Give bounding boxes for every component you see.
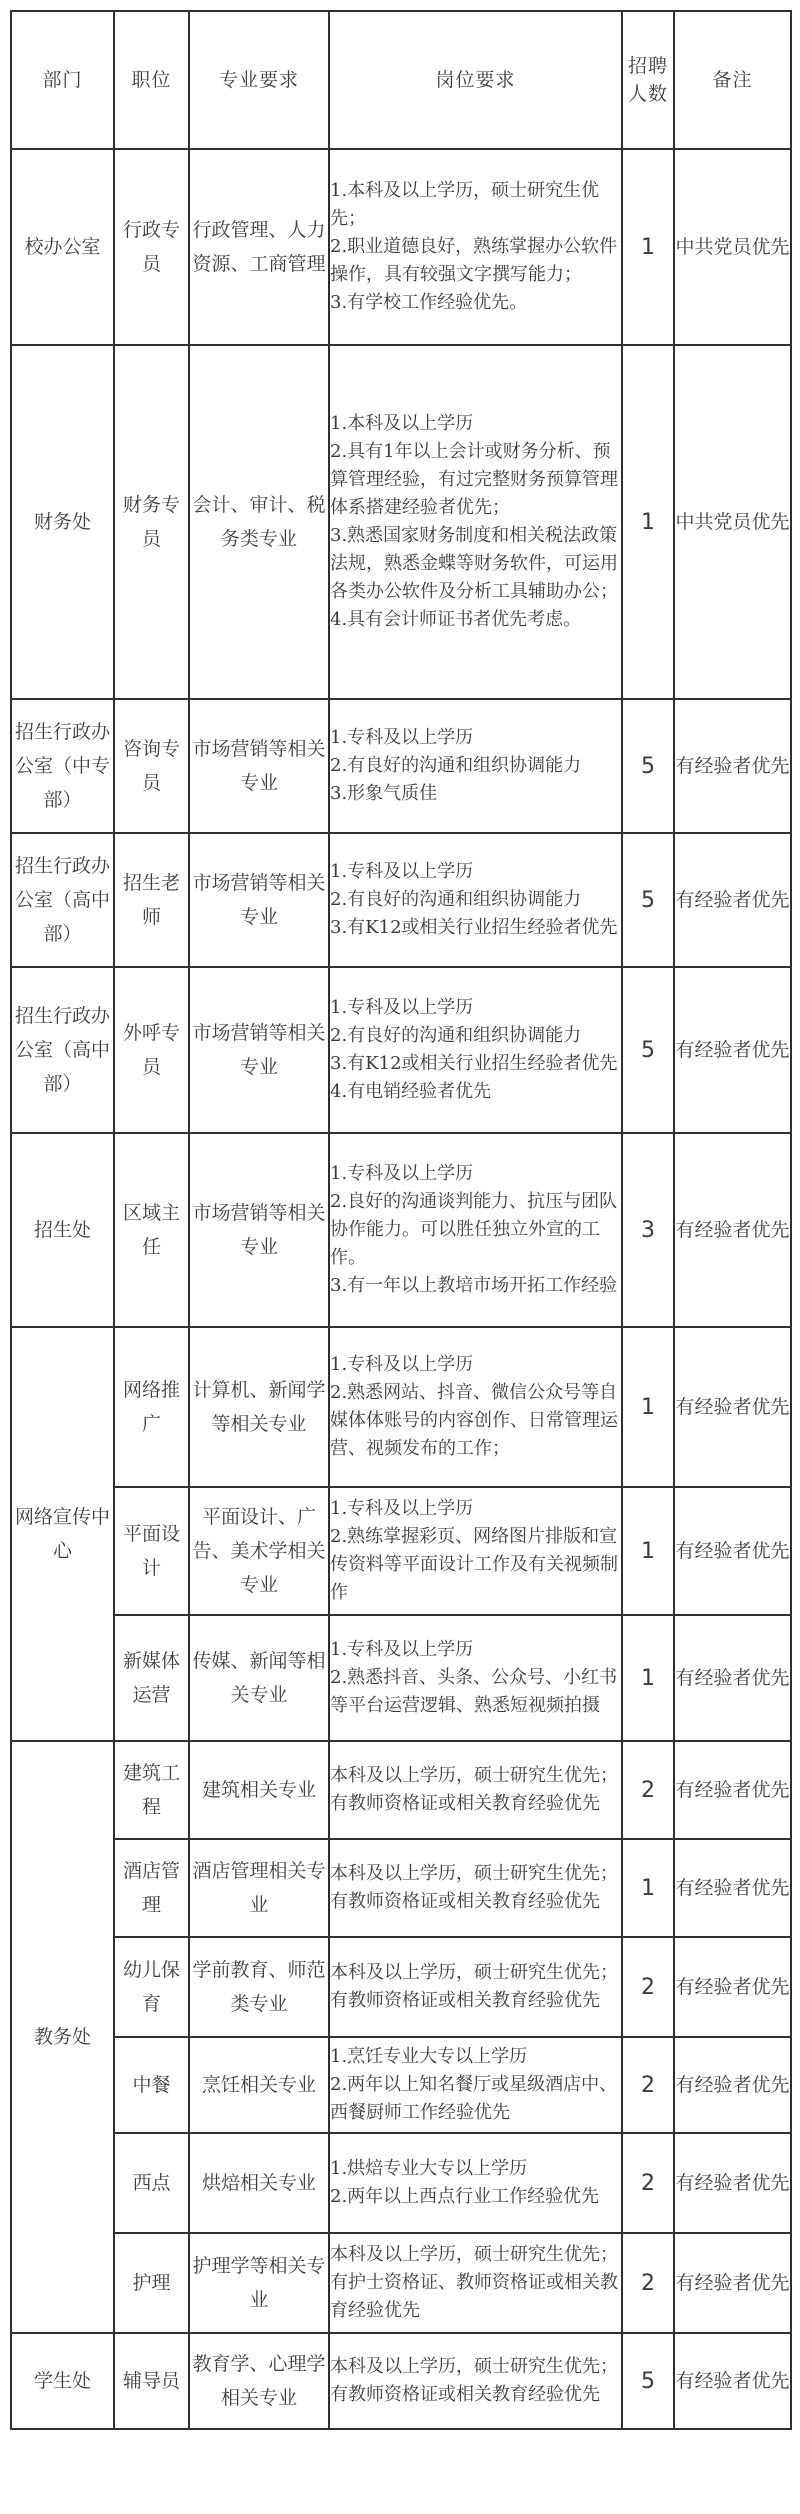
requirement-line: 2.两年以上西点行业工作经验优先: [330, 2186, 600, 2207]
position-cell: 新媒体运营: [114, 1615, 189, 1741]
position-cell: 建筑工程: [114, 1741, 189, 1839]
requirement-line: 3.熟悉国家财务制度和相关税法政策法规，熟悉金蝶等财务软件，可运用各类办公软件及分析工具辅助办公；: [330, 525, 618, 602]
note-cell: 有经验者优先: [674, 1615, 791, 1741]
table-row: [11, 1615, 791, 1741]
note-cell: 有经验者优先: [674, 967, 791, 1133]
table-row: [11, 2233, 791, 2333]
note-cell: 有经验者优先: [674, 2233, 791, 2333]
position-cell: 咨询专员: [114, 699, 189, 833]
position-cell: 中餐: [114, 2037, 189, 2133]
requirement-line: 3.有一年以上教培市场开拓工作经验: [330, 1275, 618, 1296]
position-cell: 区域主任: [114, 1133, 189, 1327]
requirement-line: 1.专科及以上学历: [330, 997, 474, 1018]
major-cell: 护理学等相关专业: [189, 2233, 329, 2333]
note-cell: 有经验者优先: [674, 1839, 791, 1937]
count-cell: 1: [622, 1327, 674, 1487]
count-cell: 2: [622, 1741, 674, 1839]
requirements-cell: [329, 149, 622, 345]
table-row: [11, 1487, 791, 1615]
note-cell: 有经验者优先: [674, 2133, 791, 2233]
count-cell: 2: [622, 2133, 674, 2233]
count-cell: 1: [622, 1839, 674, 1937]
dept-cell: 招生行政办公室（高中部）: [11, 967, 114, 1133]
requirement-line: 3.形象气质佳: [330, 783, 438, 804]
requirement-line: 2.具有1年以上会计或财务分析、预算管理经验，有过完整财务预算管理体系搭建经验者优先；: [330, 441, 618, 518]
position-cell: 行政专员: [114, 149, 189, 345]
note-cell: 有经验者优先: [674, 833, 791, 967]
count-cell: 1: [622, 345, 674, 699]
note-cell: 中共党员优先: [674, 149, 791, 345]
position-cell: 幼儿保育: [114, 1937, 189, 2037]
note-cell: 有经验者优先: [674, 1327, 791, 1487]
dept-cell: 校办公室: [11, 149, 114, 345]
major-cell: 行政管理、人力资源、工商管理: [189, 149, 329, 345]
requirement-line: 3.有K12或相关行业招生经验者优先: [330, 1053, 618, 1074]
position-cell: 财务专员: [114, 345, 189, 699]
header-position: 职位: [114, 11, 189, 149]
position-cell: 西点: [114, 2133, 189, 2233]
requirements-cell: [329, 1133, 622, 1327]
header-note: 备注: [674, 11, 791, 149]
recruitment-table: [10, 10, 792, 2430]
requirement-line: 本科及以上学历，硕士研究生优先；有教师资格证或相关教育经验优先: [330, 1765, 618, 1814]
requirements-cell: [329, 1615, 622, 1741]
table-row: [11, 699, 791, 833]
count-cell: 5: [622, 2333, 674, 2429]
note-cell: 有经验者优先: [674, 1937, 791, 2037]
table-row: [11, 1741, 791, 1839]
requirements-cell: [329, 1839, 622, 1937]
requirements-cell: [329, 1327, 622, 1487]
requirement-line: 2.熟练掌握彩页、网络图片排版和宣传资料等平面设计工作及有关视频制作: [330, 1526, 618, 1603]
requirement-line: 2.两年以上知名餐厅或星级酒店中、西餐厨师工作经验优先: [330, 2074, 618, 2123]
position-cell: 外呼专员: [114, 967, 189, 1133]
count-cell: 2: [622, 2233, 674, 2333]
major-cell: 烘焙相关专业: [189, 2133, 329, 2233]
note-cell: 有经验者优先: [674, 1487, 791, 1615]
requirement-line: 1.专科及以上学历: [330, 1498, 474, 1519]
requirements-cell: [329, 699, 622, 833]
count-cell: 1: [622, 1615, 674, 1741]
dept-cell: 招生行政办公室（高中部）: [11, 833, 114, 967]
table-row: [11, 1327, 791, 1487]
dept-cell: 招生处: [11, 1133, 114, 1327]
requirements-cell: [329, 2233, 622, 2333]
header-major: 专业要求: [189, 11, 329, 149]
table-row: [11, 2133, 791, 2233]
header-row: [11, 11, 791, 149]
note-cell: 有经验者优先: [674, 1133, 791, 1327]
note-cell: 有经验者优先: [674, 1741, 791, 1839]
table-row: [11, 345, 791, 699]
requirement-line: 本科及以上学历，硕士研究生优先；有教师资格证或相关教育经验优先: [330, 1863, 618, 1912]
requirement-line: 本科及以上学历，硕士研究生优先；有教师资格证或相关教育经验优先: [330, 1962, 618, 2011]
requirement-line: 2.熟悉网站、抖音、微信公众号等自媒体体账号的内容创作、日常管理运营、视频发布的工作；: [330, 1382, 618, 1459]
count-cell: 2: [622, 2037, 674, 2133]
major-cell: 市场营销等相关专业: [189, 833, 329, 967]
requirements-cell: [329, 1937, 622, 2037]
table-row: [11, 833, 791, 967]
requirements-cell: [329, 2333, 622, 2429]
requirement-line: 1.烘焙专业大专以上学历: [330, 2158, 528, 2179]
major-cell: 传媒、新闻等相关专业: [189, 1615, 329, 1741]
count-cell: 3: [622, 1133, 674, 1327]
requirement-line: 本科及以上学历，硕士研究生优先；有护士资格证、教师资格证或相关教育经验优先: [330, 2244, 618, 2321]
requirement-line: 1.专科及以上学历: [330, 1639, 474, 1660]
requirement-line: 4.具有会计师证书者优先考虑。: [330, 609, 582, 630]
requirement-line: 3.有学校工作经验优先。: [330, 292, 528, 313]
count-cell: 5: [622, 967, 674, 1133]
requirement-line: 2.有良好的沟通和组织协调能力: [330, 889, 582, 910]
major-cell: 酒店管理相关专业: [189, 1839, 329, 1937]
header-count: 招聘人数: [622, 11, 674, 149]
requirements-cell: [329, 1487, 622, 1615]
requirement-line: 1.专科及以上学历: [330, 727, 474, 748]
requirement-line: 4.有电销经验者优先: [330, 1081, 492, 1102]
table-row: [11, 149, 791, 345]
requirement-line: 本科及以上学历，硕士研究生优先；有教师资格证或相关教育经验优先: [330, 2356, 618, 2405]
table-row: [11, 967, 791, 1133]
header-requirements: 岗位要求: [329, 11, 622, 149]
requirement-line: 2.有良好的沟通和组织协调能力: [330, 755, 582, 776]
count-cell: 1: [622, 149, 674, 345]
requirements-cell: [329, 345, 622, 699]
requirements-cell: [329, 1741, 622, 1839]
position-cell: 招生老师: [114, 833, 189, 967]
major-cell: 学前教育、师范类专业: [189, 1937, 329, 2037]
position-cell: 护理: [114, 2233, 189, 2333]
dept-cell: 网络宣传中心: [11, 1327, 114, 1741]
major-cell: 教育学、心理学相关专业: [189, 2333, 329, 2429]
table-row: [11, 2333, 791, 2429]
note-cell: 中共党员优先: [674, 345, 791, 699]
requirement-line: 1.专科及以上学历: [330, 1163, 474, 1184]
table-row: [11, 1839, 791, 1937]
count-cell: 1: [622, 1487, 674, 1615]
dept-cell: 学生处: [11, 2333, 114, 2429]
requirement-line: 1.本科及以上学历: [330, 413, 474, 434]
position-cell: 平面设计: [114, 1487, 189, 1615]
major-cell: 会计、审计、税务类专业: [189, 345, 329, 699]
note-cell: 有经验者优先: [674, 2333, 791, 2429]
dept-cell: 教务处: [11, 1741, 114, 2333]
requirements-cell: [329, 2037, 622, 2133]
requirement-line: 1.专科及以上学历: [330, 1354, 474, 1375]
dept-cell: 财务处: [11, 345, 114, 699]
count-cell: 5: [622, 699, 674, 833]
count-cell: 2: [622, 1937, 674, 2037]
table-row: [11, 1937, 791, 2037]
major-cell: 市场营销等相关专业: [189, 967, 329, 1133]
table-row: [11, 1133, 791, 1327]
requirements-cell: [329, 2133, 622, 2233]
note-cell: 有经验者优先: [674, 2037, 791, 2133]
major-cell: 市场营销等相关专业: [189, 1133, 329, 1327]
major-cell: 计算机、新闻学等相关专业: [189, 1327, 329, 1487]
requirement-line: 2.有良好的沟通和组织协调能力: [330, 1025, 582, 1046]
requirement-line: 2.职业道德良好，熟练掌握办公软件操作，具有较强文字撰写能力；: [330, 236, 618, 285]
dept-cell: 招生行政办公室（中专部）: [11, 699, 114, 833]
major-cell: 市场营销等相关专业: [189, 699, 329, 833]
requirement-line: 1.本科及以上学历，硕士研究生优先；: [330, 180, 600, 229]
table-row: [11, 2037, 791, 2133]
requirements-cell: [329, 967, 622, 1133]
position-cell: 酒店管理: [114, 1839, 189, 1937]
requirements-cell: [329, 833, 622, 967]
requirement-line: 2.良好的沟通谈判能力、抗压与团队协作能力。可以胜任独立外宣的工作。: [330, 1191, 618, 1268]
requirement-line: 1.专科及以上学历: [330, 861, 474, 882]
requirement-line: 2.熟悉抖音、头条、公众号、小红书等平台运营逻辑、熟悉短视频拍摄: [330, 1667, 618, 1716]
requirement-line: 3.有K12或相关行业招生经验者优先: [330, 917, 618, 938]
major-cell: 平面设计、广告、美术学相关专业: [189, 1487, 329, 1615]
header-dept: 部门: [11, 11, 114, 149]
note-cell: 有经验者优先: [674, 699, 791, 833]
major-cell: 烹饪相关专业: [189, 2037, 329, 2133]
position-cell: 网络推广: [114, 1327, 189, 1487]
major-cell: 建筑相关专业: [189, 1741, 329, 1839]
count-cell: 5: [622, 833, 674, 967]
position-cell: 辅导员: [114, 2333, 189, 2429]
requirement-line: 1.烹饪专业大专以上学历: [330, 2046, 528, 2067]
